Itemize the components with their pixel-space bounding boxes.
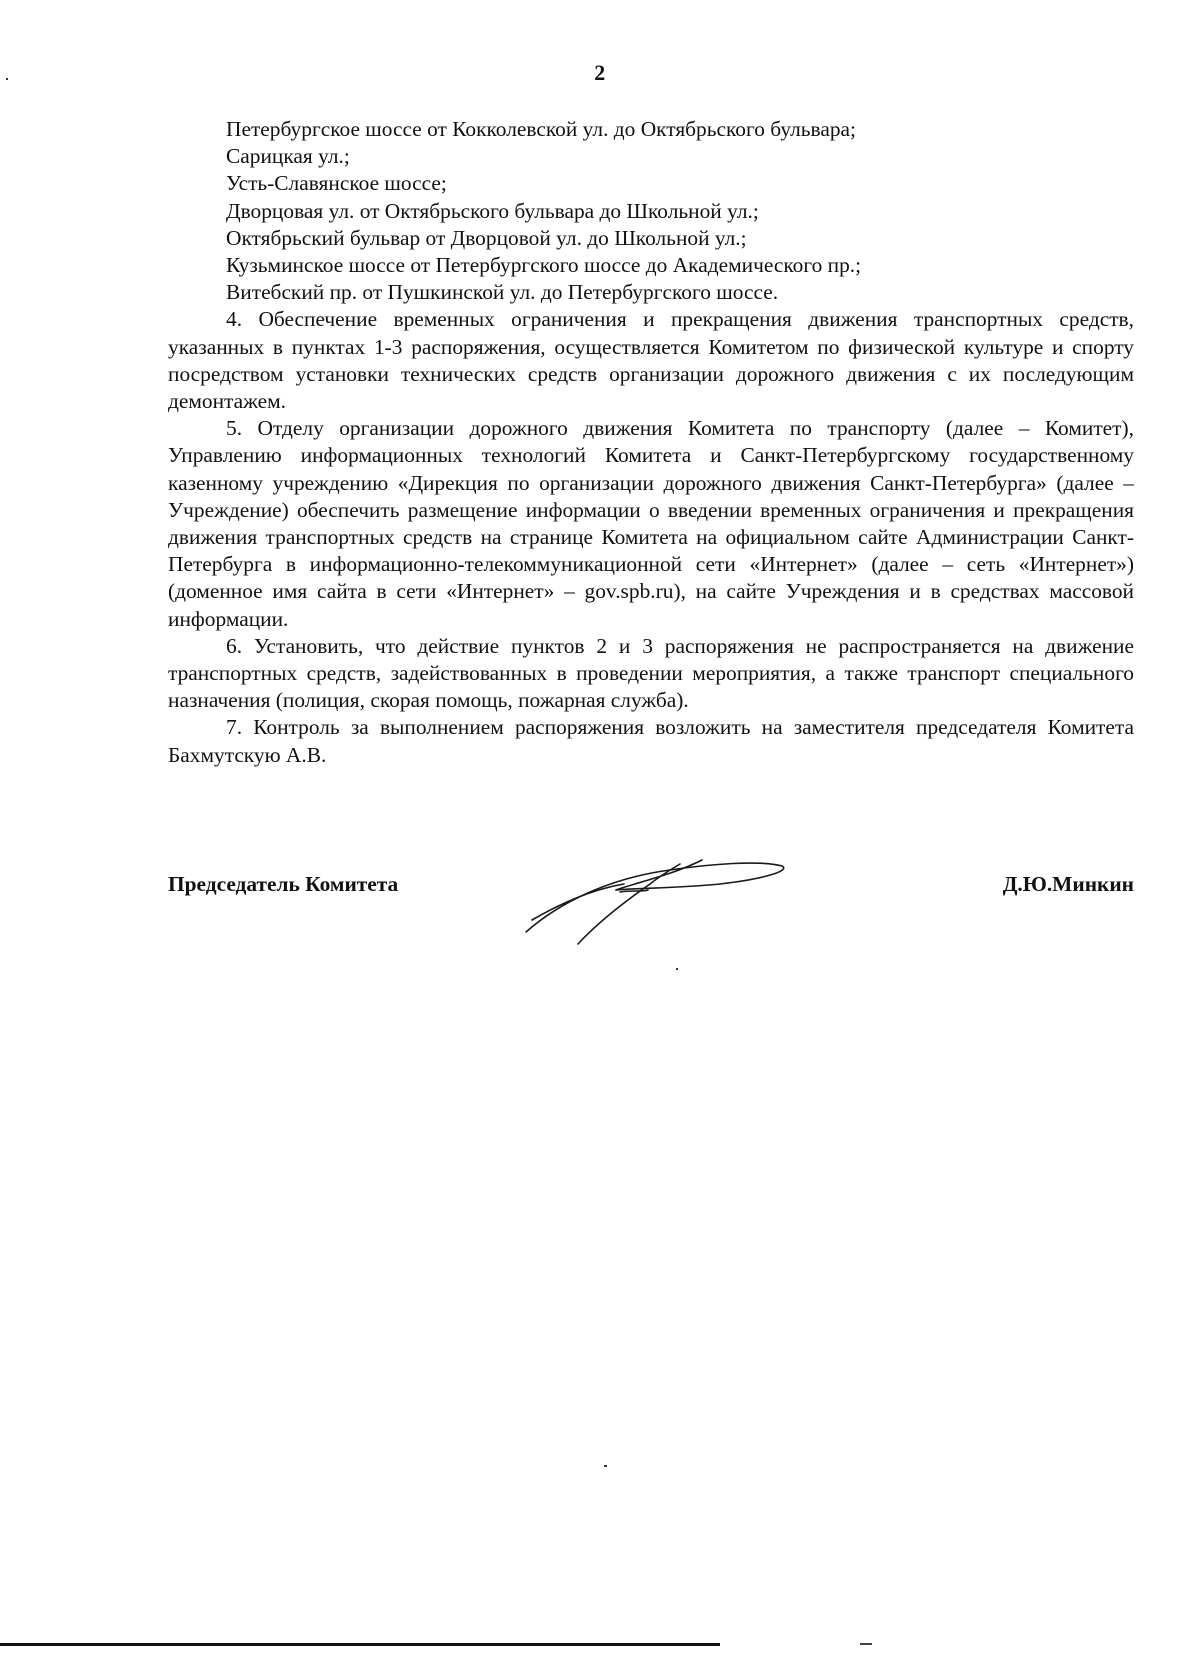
street-item: Октябрьский бульвар от Дворцовой ул. до Школьной ул.; [226,225,747,250]
scan-speck [604,1465,607,1467]
scan-speck [6,78,8,80]
document-body [168,116,1134,769]
paragraph-6: 6. Установить, что действие пунктов 2 и 3 распоряжения не распространяется на движение транспортных средств, задействованных в проведении мероприятия, а также транспорт специального назначения (полиция, скорая помощь, пожарная служба). [168,633,1134,713]
paragraph-4: 4. Обеспечение временных ограничения и прекращения движения транспортных средств, указанных в пунктах 1-3 распоряжения, осуществляется Комитетом по физической культуре и спорту посредством установки технических средств организации дорожного движения с их последующим демонтажем. [168,307,1134,414]
handwritten-signature [520,840,800,950]
page-number: 2 [594,60,606,85]
street-item: Петербургское шоссе от Кокколевской ул. до Октябрьского бульвара; [226,117,856,141]
street-item: Сарицкая ул.; [226,144,350,169]
paragraph-7: 7. Контроль за выполнением распоряжения возложить на заместителя председателя Комитета Бахмутскую А.В. [168,715,1134,767]
scan-edge-mark [860,1643,872,1645]
street-item: Кузьминское шоссе от Петербургского шоссе до Академического пр.; [226,253,862,278]
street-item: Усть-Славянское шоссе; [226,171,447,196]
signatory-name: Д.Ю.Минкин [1002,872,1134,896]
street-item: Витебский пр. от Пушкинской ул. до Петербургского шоссе. [226,280,779,305]
signatory-position: Председатель Комитета [168,872,399,896]
scan-speck [676,968,678,970]
scan-edge-line [0,1643,720,1646]
street-item: Дворцовая ул. от Октябрьского бульвара до Школьной ул.; [226,198,759,223]
paragraph-5: 5. Отделу организации дорожного движения Комитета по транспорту (далее – Комитет), Управлению информационных технологий Комитета и Санкт-Петербургскому государственному казенному учреждению «Дирекция по организации дорожного движения Санкт-Петербурга» (далее – Учреждение) обеспечить размещение информации о введении временных ограничения и прекращения движения транспортных средств на странице Комитета на официальном сайте Администрации Санкт-Петербурга в информационно-телекоммуникационной сети «Интернет» (далее – сеть «Интернет») (доменное имя сайта в сети «Интернет» – gov.spb.ru), на сайте Учреждения и в средствах массовой информации. [168,416,1134,631]
